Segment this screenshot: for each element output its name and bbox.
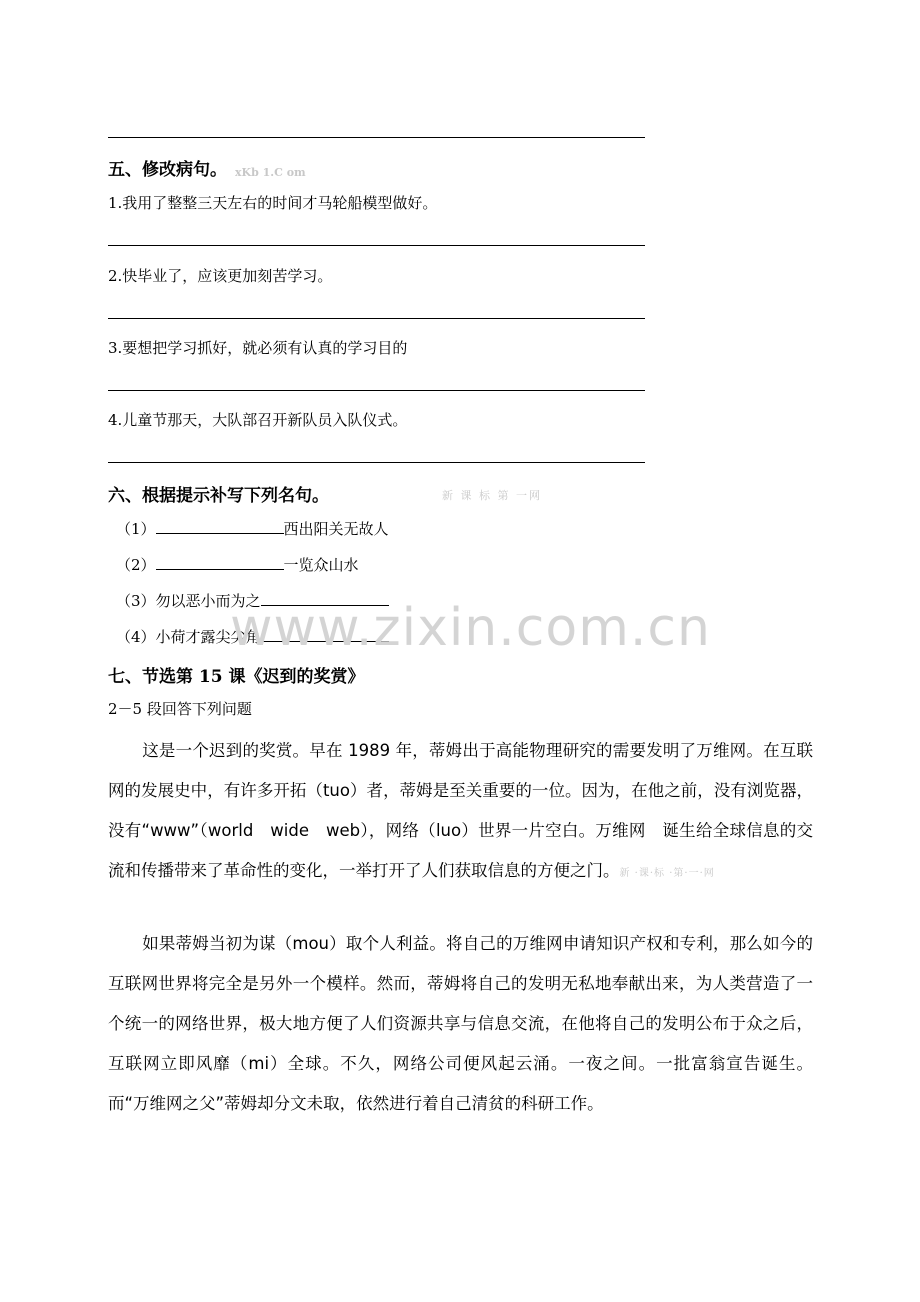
section-6-heading: 六、根据提示补写下列名句。 [108,486,329,506]
item-number: （3） [116,592,156,610]
fill-blank-row [116,554,359,575]
quote-text: 勿以恶小而为之 [155,592,261,610]
passage-text: 如果蒂姆当初为谋（mou）取个人利益。将自己的万维网申请知识产权和专利，那么如今的互联网世界将完全是另外一个模样。然而，蒂姆将自己的发明无私地奉献出来，为人类营造了一个统一的网络世界，极大地方便了人们资源共享与信息交流，在他将自己的发明公布于众之后，互联网立即风靡（mi）全球。不久，网络公司便风起云涌。一夜之间。一批富翁宣告诞生。而“万维网之父”蒂姆却分文未取，依然进行着自己清贫的科研工作。 [108,934,813,1113]
sentence-item: 4.儿童节那天，大队部召开新队员入队仪式。 [108,411,408,429]
passage-paragraph [108,924,813,1124]
passage-text: 这是一个迟到的奖赏。早在 1989 年，蒂姆出于高能物理研究的需要发明了万维网。在互联网的发展史中，有许多开拓（tuo）者，蒂姆是至关重要的一位。因为，在他之前，没有浏览器，没有“www”（world wide web），网络（luo）世界一片空白。万维网 诞生给全球信息的交流和传播带来了革命性的变化，一举打开了人们获取信息的方便之门。 [108,741,813,880]
item-number: （4） [116,628,156,646]
item-number: （2） [116,556,156,574]
answer-line [108,318,645,319]
blank-input[interactable] [156,555,284,570]
watermark-text: 新 ·课·标 ·第·一·网 [619,868,715,879]
sentence-item: 1.我用了整整三天左右的时间才马轮船模型做好。 [108,194,438,212]
section-5-heading [108,155,306,180]
answer-line [108,245,645,246]
sentence-item: 2.快毕业了，应该更加刻苦学习。 [108,267,333,285]
answer-line [108,137,645,138]
watermark-text: 新 课 标 第 一网 [442,489,542,502]
answer-line [108,462,645,463]
section-5-title: 五、修改病句。 [108,160,227,180]
watermark-text: xKb 1.C om [235,166,306,179]
item-number: （1） [116,520,156,538]
fill-blank-row [116,518,389,539]
sentence-item: 3.要想把学习抓好，就必须有认真的学习目的 [108,339,408,357]
section-7-subheading: 2－5 段回答下列问题 [108,700,252,718]
section-7-heading: 七、节选第 15 课《迟到的奖赏》 [108,667,365,687]
passage-paragraph [108,731,813,894]
site-watermark: www.zixin.com.cn [230,598,711,658]
quote-text: 小荷才露尖尖角 [155,628,261,646]
quote-text: 西出阳关无故人 [283,520,389,538]
quote-text: 一览众山水 [283,556,359,574]
blank-input[interactable] [156,519,284,534]
answer-line [108,390,645,391]
